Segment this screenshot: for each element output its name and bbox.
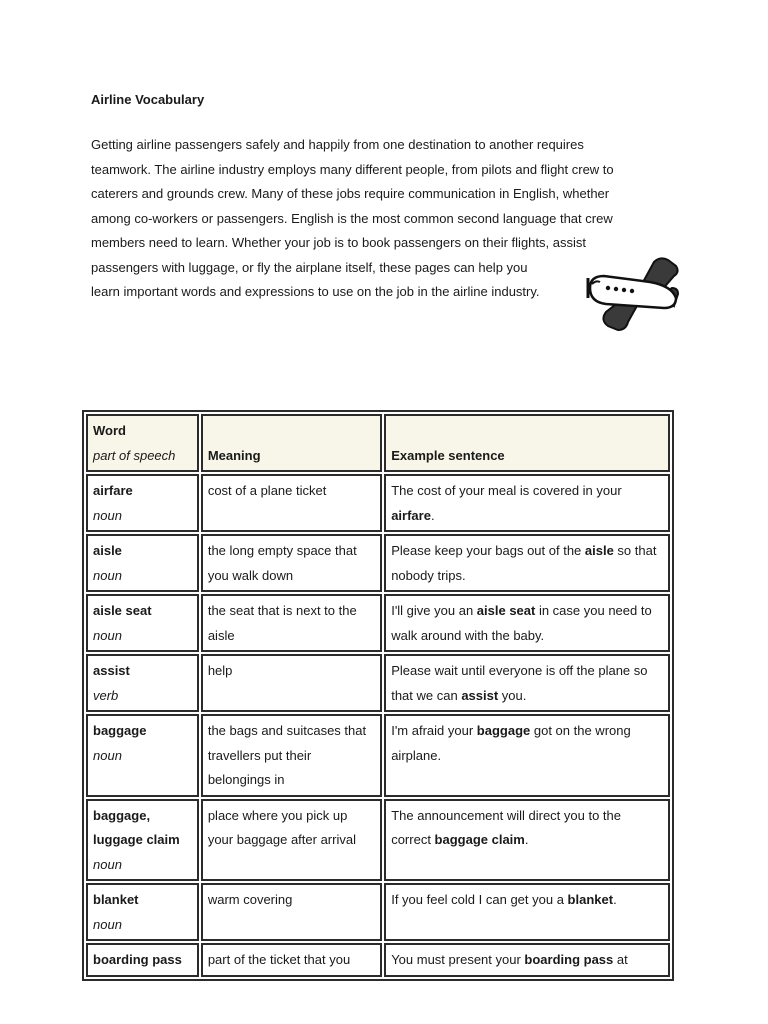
- table-row: [86, 799, 670, 882]
- example-text: .: [524, 832, 529, 847]
- header-part-of-speech: part of speech: [93, 447, 176, 463]
- vocab-word: blanket: [93, 892, 139, 907]
- airplane-icon: [584, 254, 682, 332]
- example-cell: [384, 943, 670, 977]
- intro-line: Getting airline passengers safely and happily from one destination to another requires: [91, 137, 584, 152]
- example-text: .: [613, 892, 617, 907]
- meaning-cell: the bags and suitcases that travellers put their belongings in: [201, 714, 382, 797]
- example-text: If you feel cold I can get you a: [391, 892, 568, 907]
- intro-line: among co-workers or passengers. English is the most common second language that crew: [91, 210, 613, 226]
- example-cell: [384, 654, 670, 712]
- vocab-word: aisle seat: [93, 603, 152, 618]
- word-cell: [86, 594, 199, 652]
- document-title: Airline Vocabulary: [91, 92, 205, 107]
- example-cell: [384, 474, 670, 532]
- example-text: so that nobody trips.: [391, 543, 657, 583]
- example-keyword: boarding pass: [524, 952, 614, 967]
- header-word-cell: [86, 414, 199, 472]
- table-row: [86, 883, 670, 941]
- example-text: got on the wrong airplane.: [391, 723, 631, 763]
- example-cell: [384, 594, 670, 652]
- example-keyword: blanket: [567, 892, 614, 907]
- example-text: The announcement will direct you to the correct: [391, 807, 622, 847]
- header-example: Example sentence: [391, 447, 505, 463]
- vocab-word: boarding pass: [93, 952, 182, 967]
- example-text: I'll give you an: [391, 603, 477, 618]
- example-keyword: airfare: [391, 507, 431, 523]
- intro-line: learn important words and expressions to use on the job in the airline industry.: [91, 284, 540, 299]
- part-of-speech: noun: [93, 507, 122, 523]
- word-cell: [86, 654, 199, 712]
- table-header-row: [86, 414, 670, 472]
- example-text: .: [430, 507, 435, 523]
- vocab-word: baggage: [93, 723, 147, 738]
- vocab-word: baggage, luggage claim: [93, 807, 180, 847]
- meaning-cell: warm covering: [201, 883, 382, 941]
- example-keyword: baggage claim: [434, 832, 525, 847]
- header-meaning-cell: [201, 414, 382, 472]
- example-text: Please keep your bags out of the: [391, 543, 585, 558]
- table-row: [86, 654, 670, 712]
- table-row: [86, 714, 670, 797]
- word-cell: [86, 714, 199, 797]
- header-example-cell: [384, 414, 670, 472]
- example-cell: [384, 883, 670, 941]
- meaning-cell: place where you pick up your baggage after arrival: [201, 799, 382, 882]
- part-of-speech: noun: [93, 567, 122, 583]
- table-row: [86, 943, 670, 977]
- meaning-cell: part of the ticket that you: [201, 943, 382, 977]
- intro-line: caterers and grounds crew. Many of these jobs require communication in English, whether: [91, 186, 610, 201]
- example-cell: [384, 534, 670, 592]
- example-keyword: aisle seat: [476, 603, 536, 618]
- part-of-speech: noun: [93, 747, 122, 763]
- word-cell: [86, 943, 199, 977]
- vocab-word: assist: [93, 663, 130, 678]
- example-text: at: [613, 952, 628, 967]
- example-text: in case you need to walk around with the baby.: [391, 603, 652, 643]
- meaning-cell: the long empty space that you walk down: [201, 534, 382, 592]
- table-row: [86, 474, 670, 532]
- word-cell: [86, 474, 199, 532]
- example-text: you.: [498, 687, 527, 703]
- example-text: You must present your: [391, 952, 525, 967]
- vocabulary-table: [82, 410, 674, 981]
- example-text: I'm afraid your: [391, 723, 477, 738]
- table-row: [86, 594, 670, 652]
- meaning-cell: the seat that is next to the aisle: [201, 594, 382, 652]
- header-word: Word: [93, 423, 126, 438]
- vocab-word: airfare: [93, 483, 133, 498]
- part-of-speech: noun: [93, 627, 122, 643]
- example-cell: [384, 799, 670, 882]
- example-text: The cost of your meal is covered in your: [391, 483, 622, 498]
- meaning-cell: cost of a plane ticket: [201, 474, 382, 532]
- header-meaning: Meaning: [207, 447, 261, 463]
- intro-line: passengers with luggage, or fly the airplane itself, these pages can help you: [91, 259, 528, 275]
- part-of-speech: noun: [93, 856, 122, 872]
- word-cell: [86, 799, 199, 882]
- vocab-word: aisle: [93, 543, 122, 558]
- table-row: [86, 534, 670, 592]
- part-of-speech: verb: [93, 687, 119, 703]
- meaning-cell: help: [201, 654, 382, 712]
- example-text: Please wait until everyone is off the plane so that we can: [391, 663, 648, 703]
- part-of-speech: noun: [93, 916, 122, 932]
- word-cell: [86, 534, 199, 592]
- example-cell: [384, 714, 670, 797]
- example-keyword: aisle: [584, 543, 614, 558]
- intro-line: teamwork. The airline industry employs many different people, from pilots and flight crew to: [91, 161, 614, 177]
- example-keyword: baggage: [476, 723, 531, 738]
- example-keyword: assist: [461, 687, 499, 703]
- intro-line: members need to learn. Whether your job is to book passengers on their flights, assist: [91, 235, 586, 250]
- word-cell: [86, 883, 199, 941]
